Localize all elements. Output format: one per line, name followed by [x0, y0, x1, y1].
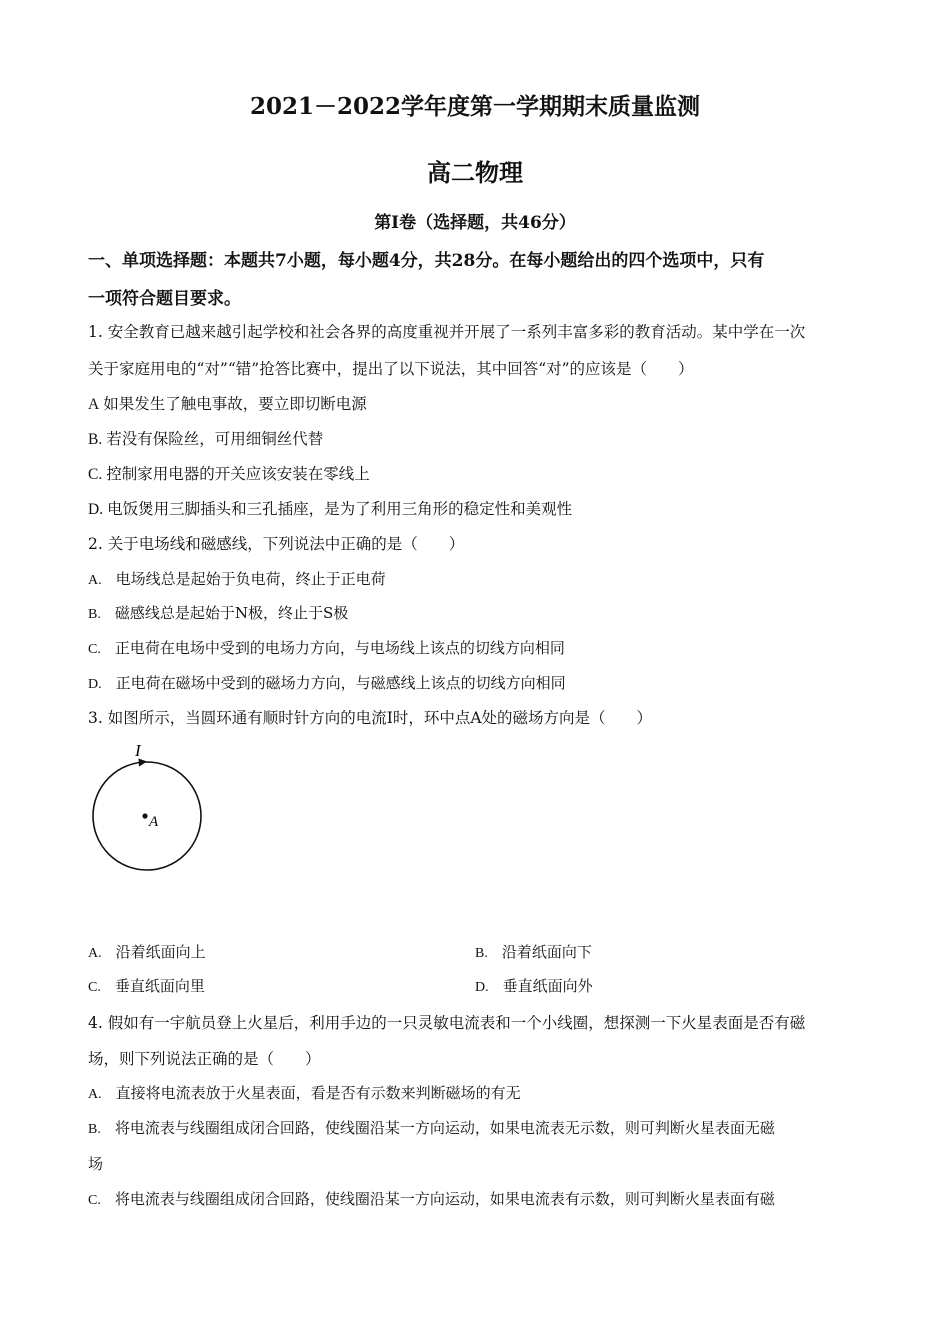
- option-text: 电饭煲用三脚插头和三孔插座，是为了利用三角形的稳定性和美观性: [107, 500, 573, 518]
- q2-option-a: [88, 568, 386, 589]
- option-text: 正电荷在磁场中受到的磁场力方向，与磁感线上该点的切线方向相同: [115, 674, 566, 692]
- q1-option-c: [88, 462, 370, 484]
- option-text: 如果发生了触电事故，要立即切断电源: [103, 395, 367, 413]
- q4-option-b-cont: 场: [88, 1155, 104, 1173]
- option-text: 控制家用电器的开关应该安装在零线上: [106, 465, 370, 483]
- option-text: 沿着纸面向下: [501, 943, 592, 961]
- q3-option-d: [475, 975, 593, 996]
- q1-stem: 1. 安全教育已越来越引起学校和社会各界的高度重视并开展了一系列丰富多彩的教育活动。某中学在一次: [88, 323, 806, 341]
- option-letter: A.: [88, 573, 102, 588]
- q2-option-c: [88, 637, 565, 658]
- q3-option-c: [88, 975, 205, 996]
- q4-stem: 4. 假如有一宇航员登上火星后，利用手边的一只灵敏电流表和一个小线圈，想探测一下火星表面是否有磁: [88, 1014, 806, 1032]
- q2-option-d: [88, 672, 566, 693]
- option-letter: B.: [88, 1122, 101, 1137]
- option-text: 直接将电流表放于火星表面，看是否有示数来判断磁场的有无: [115, 1084, 521, 1102]
- q3-stem: 3. 如图所示，当圆环通有顺时针方向的电流I时，环中点A处的磁场方向是（ ）: [88, 709, 653, 727]
- option-letter: C.: [88, 980, 101, 995]
- option-text: 将电流表与线圈组成闭合回路，使线圈沿某一方向运动，如果电流表无示数，则可判断火星表面无磁: [114, 1119, 775, 1137]
- option-letter: A.: [88, 1087, 102, 1102]
- q4-option-a: [88, 1082, 521, 1103]
- q3-option-a: [88, 941, 206, 962]
- volume-title: 第I卷（选择题，共46分）: [374, 213, 576, 233]
- subject-title: 高二物理: [427, 158, 523, 187]
- section-heading: 一、单项选择题：本题共7小题，每小题4分，共28分。在每小题给出的四个选项中，只有: [88, 251, 765, 271]
- option-letter: C.: [88, 1193, 101, 1208]
- q1-option-d: [88, 497, 572, 519]
- option-text: 正电荷在电场中受到的电场力方向，与电场线上该点的切线方向相同: [114, 639, 565, 657]
- option-letter: D.: [88, 677, 102, 692]
- option-letter: C.: [88, 642, 101, 657]
- q4-stem-cont: 场，则下列说法正确的是（ ）: [88, 1050, 321, 1068]
- current-label: I: [135, 741, 141, 760]
- q1-option-b: [88, 427, 323, 449]
- option-text: 沿着纸面向上: [115, 943, 206, 961]
- option-text: 垂直纸面向里: [114, 977, 205, 995]
- option-letter: A: [88, 396, 100, 413]
- option-letter: C.: [88, 466, 103, 483]
- q2-stem: 2. 关于电场线和磁感线，下列说法中正确的是（ ）: [88, 535, 465, 553]
- q2-option-b: [88, 602, 348, 623]
- option-text: 若没有保险丝，可用细铜丝代替: [106, 430, 324, 448]
- option-letter: A.: [88, 946, 102, 961]
- option-text: 电场线总是起始于负电荷，终止于正电荷: [115, 570, 386, 588]
- exam-title: 2021－2022学年度第一学期期末质量监测: [249, 93, 701, 120]
- option-letter: D.: [475, 980, 489, 995]
- q1-stem-cont: 关于家庭用电的“对”“错”抢答比赛中，提出了以下说法，其中回答“对”的应该是（ ）: [88, 360, 694, 378]
- current-loop-figure: [86, 740, 216, 880]
- point-label: A: [149, 814, 159, 830]
- option-text: 将电流表与线圈组成闭合回路，使线圈沿某一方向运动，如果电流表有示数，则可判断火星表面有磁: [114, 1190, 775, 1208]
- point-a-dot: [142, 813, 147, 818]
- option-letter: B.: [475, 946, 488, 961]
- q4-option-b: [88, 1117, 775, 1138]
- section-heading-cont: 一项符合题目要求。: [88, 289, 241, 309]
- q1-option-a: [88, 392, 367, 414]
- option-letter: B.: [88, 607, 101, 622]
- q4-option-c: [88, 1188, 775, 1209]
- option-text: 垂直纸面向外: [502, 977, 593, 995]
- option-letter: D.: [88, 501, 104, 518]
- q3-option-b: [475, 941, 592, 962]
- option-letter: B.: [88, 431, 103, 448]
- option-text: 磁感线总是起始于N极，终止于S极: [114, 604, 349, 622]
